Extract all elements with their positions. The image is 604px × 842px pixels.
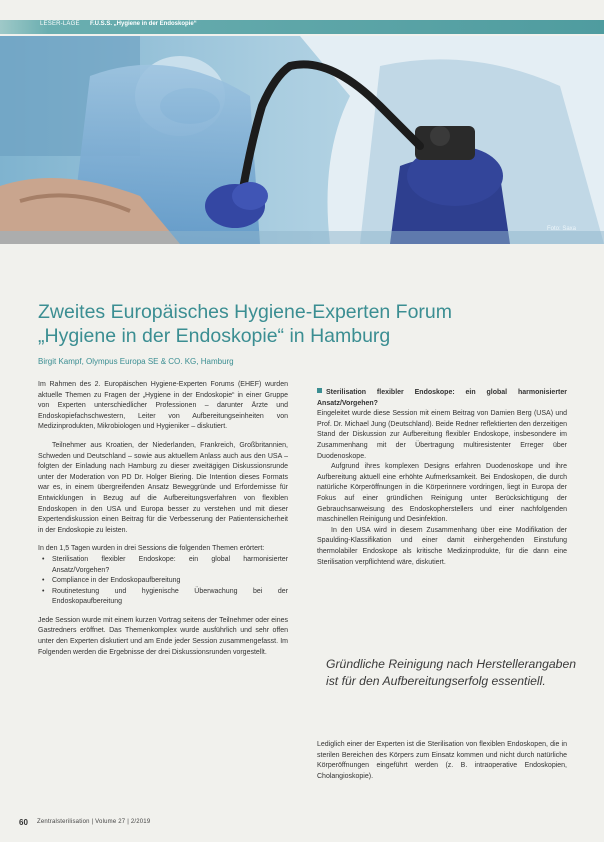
left-paragraph-4: Jede Session wurde mit einem kurzen Vortrag seitens der Teilnehmer oder eines Gastredners eröffnet. Das Themenkomplex wurde ausführlich und sehr offen unter den Experten diskutiert und am Ende jeder Session zusammengefasst. Im Folgenden werden die Ergebnisse der drei Diskussionsrunden vorgestellt. [38, 616, 288, 656]
right-column [317, 388, 567, 568]
page-number: 60 [19, 818, 28, 827]
left-paragraph-1: Im Rahmen des 2. Europäischen Hygiene-Experten Forums (EHEF) wurden aktuelle Themen zu Fragen der „Hygiene in der Endoskopie“ in einer Gruppe von Experten unterschiedlicher Professionen – darunter Ärzte und Endoskopiefachschwestern, Leiter von Aufbereitungseinheiten von Medizinprodukten, Mikrobiologen und Hygieniker – diskutiert. [38, 381, 288, 431]
section-heading [317, 388, 567, 409]
topic-list [38, 555, 288, 608]
section-heading-text: Sterilisation flexibler Endoskope: ein global harmonisierter Ansatz/Vorgehen? [317, 389, 567, 407]
surgery-photo-illustration [0, 36, 604, 244]
article-author: Birgit Kampf, Olympus Europa SE & CO. KG, Hamburg [38, 357, 234, 366]
article-title [38, 300, 578, 348]
pull-quote: Gründliche Reinigung nach Herstellerangaben ist für den Aufbereitungserfolg essentiell. [326, 657, 577, 688]
title-line-2: „Hygiene in der Endoskopie“ in Hamburg [38, 325, 391, 347]
square-bullet-icon [317, 388, 322, 393]
right-column-bottom [317, 740, 567, 782]
left-paragraph-3: In den 1,5 Tagen wurden in drei Sessions die folgenden Themen erörtert: [38, 545, 265, 553]
right-paragraph-2: Aufgrund ihres komplexen Designs erfahren Duodenoskope und ihre Aufbereitung aktuell eine erhöhte Aufmerksamkeit. Bei Endoskopen, die durch natürliche Körperöffnungen in die Körperinnere vordringen, liegt in Europa der Fokus auf einer gründlichen Reinigung unter Berücksichtigung der Gebrauchsanweisung des Endoskopherstellers und einer nachfolgenden maschinellen Reinigung und Desinfektion. [317, 463, 567, 524]
list-item: • Routinetestung und hygienische Überwachung bei der Endoskopaufbereitung [52, 587, 288, 608]
header-title: F.U.S.S. „Hygiene in der Endoskopie“ [90, 21, 197, 27]
left-column [38, 380, 288, 658]
list-item: • Compliance in der Endoskopaufbereitung [52, 576, 288, 587]
list-item: • Sterilisation flexibler Endoskope: ein global harmonisierter Ansatz/Vorgehen? [52, 555, 288, 576]
header-label: LESER-LAGE [40, 21, 80, 27]
left-paragraph-2: Teilnehmer aus Kroatien, der Niederlanden, Frankreich, Großbritannien, Schweden und Deutschland – sowie aus aktuellem Anlass auch aus den USA – folgten der Einladung nach Hamburg zu dieser zweitägigen Diskussionsrunde unter der Moderation von PD Dr. Holger Biering. Die Intention dieses Formats war es, in einem übergreifenden Ansatz Beweggründe und Erfordernisse für Entwicklungen in Bezug auf die Aufbereitungsverfahren von flexiblen Endoskopen in den USA und Europa besser zu verstehen und mit dieser Expertendiskussion einen Beitrag für die Verbesserung der Patientensicherheit in der Endoskopie zu leisten. [38, 441, 288, 534]
title-line-1: Zweites Europäisches Hygiene-Experten Forum [38, 301, 453, 323]
photo-credit: Foto: Saxa [546, 226, 576, 232]
right-paragraph-4: Lediglich einer der Experten ist die Sterilisation von flexiblen Endoskopen, die in sterilen Bereichen des Körpers zum Einsatz kommen und nicht durch natürliche Körperöffnungen eingeführt werden (z. B. intraoperative Endoskopien, Cholangioskopie). [317, 741, 567, 780]
right-paragraph-1: Eingeleitet wurde diese Session mit einem Beitrag von Damien Berg (USA) und Prof. Dr. Michael Jung (Deutschland). Beide Redner reflektierten den derzeitigen Stand der Diskussion zur Aufbereitung flexibler Endoskope, insbesondere im Zusammenhang mit der Übertragung multiresistenter Erreger über Duodenoskope. [317, 410, 567, 460]
footer-text: Zentralsterilisation | Volume 27 | 2/2019 [37, 819, 151, 825]
right-paragraph-3: In den USA wird in diesem Zusammenhang über eine Modifikation der Spaulding-Klassifikation und einer damit einhergehenden Einstufung thermolabiler Endoskope als kritische Medizinprodukte, für die dann eine Sterilisation verpflichtend wäre, diskutiert. [317, 526, 567, 566]
hero-photo [0, 36, 604, 244]
